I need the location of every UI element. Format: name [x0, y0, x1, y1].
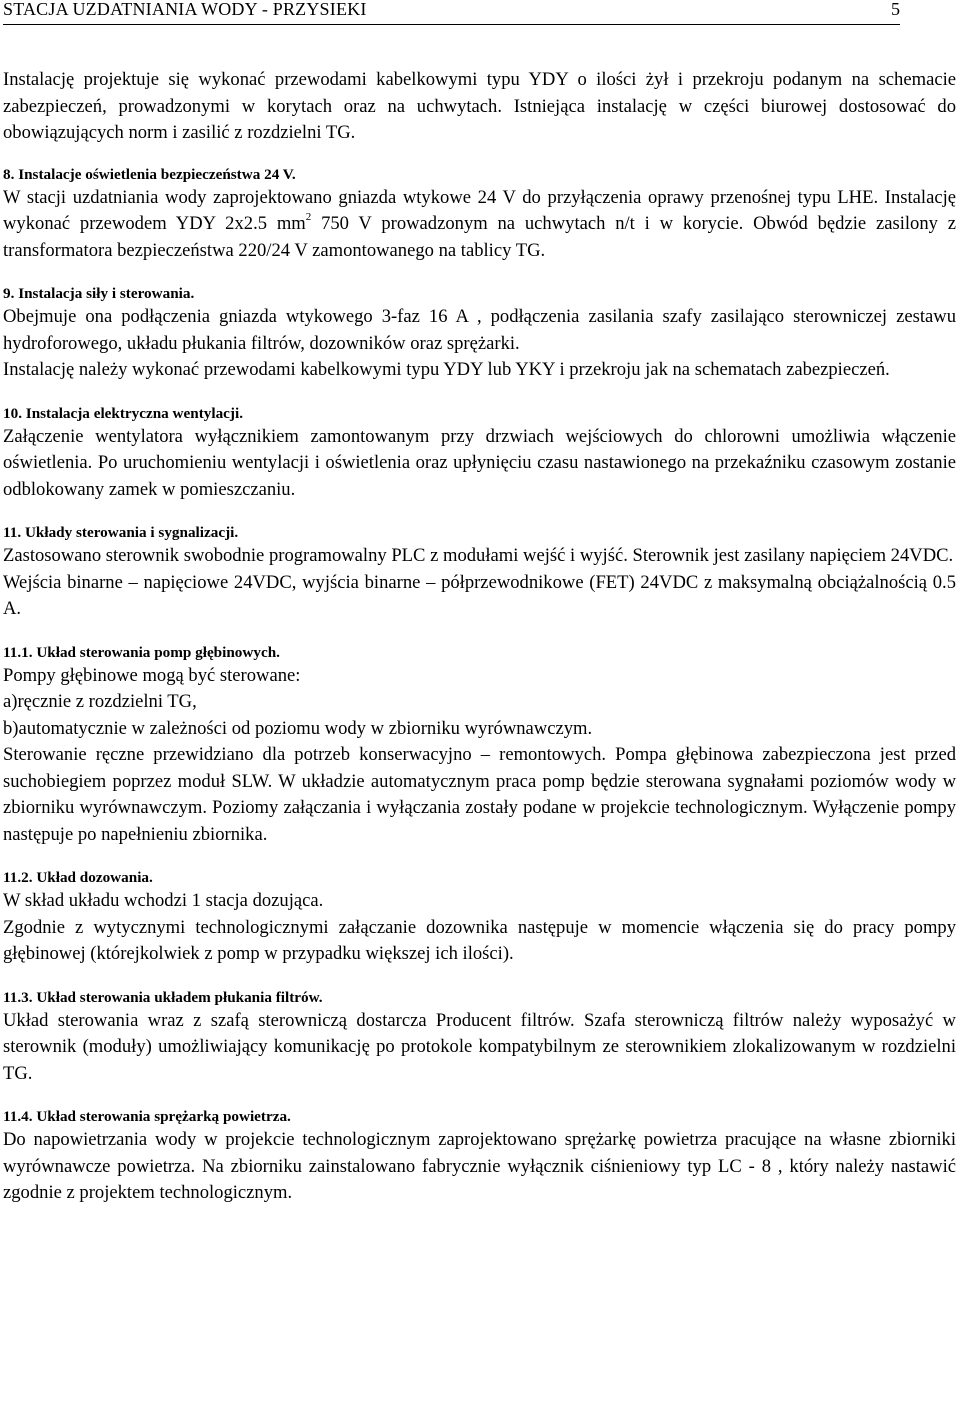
section-11-4-paragraph: Do napowietrzania wody w projekcie technologicznym zaprojektowano sprężarkę powietrza pracujące na własne zbiorniki wyrównawcze powietrza. Na zbiorniku zainstalowano fabrycznie wyłącznik ciśnieniowy typ LC - 8 , który należy nastawić zgodnie z projektem technologicznym.: [3, 1129, 956, 1203]
section-11-heading: 11. Układy sterowania i sygnalizacji.: [3, 524, 239, 541]
section-11-3-heading: 11.3. Układ sterowania układem płukania filtrów.: [3, 988, 323, 1006]
section-11-1-paragraph-3: b)automatycznie w zależności od poziomu wody w zbiorniku wyrównawczym.: [3, 717, 593, 739]
section-11-2-paragraph-2: Zgodnie z wytycznymi technologicznymi załączanie dozownika następuje w momencie włączenia się do pracy pompy głębinowej (którejkolwiek z pomp w przypadku większej ich ilości).: [3, 916, 956, 964]
section-11-2-heading: 11.2. Układ dozowania.: [3, 869, 153, 886]
section-11-1-paragraph-2: a)ręcznie z rozdzielni TG,: [3, 691, 197, 712]
section-11-1-heading: 11.1. Układ sterowania pomp głębinowych.: [3, 643, 280, 661]
section-11-4-heading: 11.4. Układ sterowania sprężarką powietrza.: [3, 1108, 291, 1125]
document-title: STACJA UZDATNIANIA WODY - PRZYSIEKI: [3, 0, 367, 19]
unit-superscript: 2: [305, 210, 312, 223]
section-11-1-paragraph-1: Pompy głębinowe mogą być sterowane:: [3, 664, 301, 686]
section-11-paragraph-2: Wejścia binarne – napięciowe 24VDC, wyjścia binarne – półprzewodnikowe (FET) 24VDC z maksymalną obciążalnością 0.5 A.: [3, 571, 956, 619]
section-10-heading: 10. Instalacja elektryczna wentylacji.: [3, 404, 243, 422]
page-number: 5: [891, 0, 900, 19]
section-11-3-paragraph: Układ sterowania wraz z szafą sterowniczą dostarcza Producent filtrów. Szafa sterowniczą filtrów należy wyposażyć w sterownik (moduły) umożliwiający komunikację po protokole kompatybilnym ze sterownikiem zlokalizowanym w rozdzielni TG.: [3, 1009, 956, 1084]
section-8-heading: 8. Instalacje oświetlenia bezpieczeństwa 24 V.: [3, 165, 296, 183]
document-body: [3, 67, 956, 1207]
section-11-2-paragraph-1: W skład układu wchodzi 1 stacja dozująca.: [3, 890, 324, 911]
section-8-text-b: 750 V prowadzonym na uchwytach n/t i w korycie. Obwód będzie zasilony z transformatora bezpieczeństwa 220/24 V zamontowanego na tablicy TG.: [3, 213, 956, 261]
section-9-paragraph-2: Instalację należy wykonać przewodami kabelkowymi typu YDY lub YKY i przekroju jak na schematach zabezpieczeń.: [3, 359, 890, 380]
section-9-heading: 9. Instalacja siły i sterowania.: [3, 285, 195, 302]
section-11-1-paragraph-4: Sterowanie ręczne przewidziano dla potrzeb konserwacyjno – remontowych. Pompa głębinowa zabezpieczona jest przed suchobiegiem poprzez moduł SLW. W układzie automatycznym praca pomp będzie sterowana sygnałami poziomów wody w zbiorniku wyrównawczym. Poziomy załączania i wyłączania zostały podane w projekcie technologicznym. Wyłączenie pompy następuje po napełnieniu zbiornika.: [3, 744, 956, 845]
section-9-paragraph-1: Obejmuje ona podłączenia gniazda wtykowego 3-faz 16 A , podłączenia zasilania szafy zasilająco sterowniczej zestawu hydroforowego, układu płukania filtrów, dozowników oraz sprężarki.: [3, 306, 956, 354]
section-11-paragraph-1: Zastosowano sterownik swobodnie programowalny PLC z modułami wejść i wyjść. Sterownik jest zasilany napięciem 24VDC.: [3, 545, 954, 566]
section-8-paragraph: [3, 185, 956, 265]
page-header: [3, 0, 900, 25]
section-8-text-a: W stacji uzdatniania wody zaprojektowano gniazda wtykowe 24 V do przyłączenia oprawy przenośnej typu LHE. Instalację wykonać przewodem YDY 2x2.5 mm: [3, 186, 956, 234]
intro-paragraph: Instalację projektuje się wykonać przewodami kabelkowymi typu YDY o ilości żył i przekroju podanym na schemacie zabezpieczeń, prowadzonymi w korytach oraz na uchwytach. Istniejąca instalację w części biurowej dostosować do obowiązujących norm i zasilić z rozdzielni TG.: [3, 69, 956, 143]
section-10-paragraph: Załączenie wentylatora wyłącznikiem zamontowanym przy drzwiach wejściowych do chlorowni umożliwia włączenie oświetlenia. Po uruchomieniu wentylacji i oświetlenia oraz upłynięciu czasu nastawionego na przekaźniku czasowym zostanie odblokowany zamek w pomieszczaniu.: [3, 425, 956, 500]
